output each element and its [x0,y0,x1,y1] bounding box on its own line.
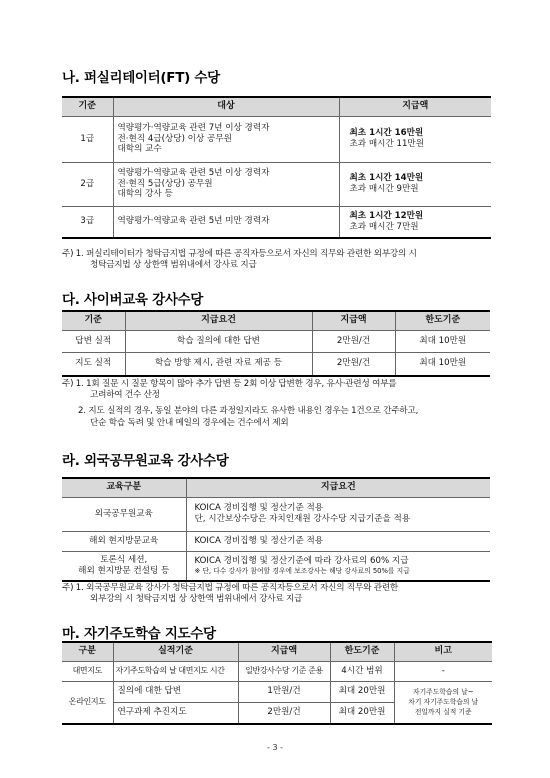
page-number: - 3 - [267,743,283,752]
header-cell: 지급액 [238,642,330,661]
pay-cell: 최초 1시간 16만원 초과 매시간 11만원 [339,116,491,162]
table-row: 외국공무원교육 KOICA 경비집행 및 정산기준 적용 단, 시간보상수당은 자치인재원 강사수당 지급기준을 적용 [62,497,490,531]
header-cell: 지급요건 [125,311,312,330]
header-cell: 비고 [394,642,492,661]
header-cell: 구분 [62,642,113,661]
self-learning-table [62,641,492,725]
table-row [62,162,491,206]
pay-cell: 최초 1시간 14만원 초과 매시간 9만원 [339,162,491,206]
section-heading-ft: 나. 퍼실리테이터(FT) 수당 [62,70,220,86]
header-cell: 지급액 [339,97,491,116]
target-cell: 역량평가·역량교육 관련 7년 이상 경력자 전·현직 4급(상당) 이상 공무원 대학의 교수 [113,116,339,162]
header-cell: 기준 [62,311,125,330]
header-cell: 교육구분 [62,478,186,497]
table-row [62,206,491,238]
header-cell: 한도기준 [395,311,490,330]
section-heading-self-learning: 마. 자기주도학습 지도수당 [62,626,216,642]
header-cell: 기준 [62,97,113,116]
table-row: 지도 실적 학습 방향 제시, 관련 자료 제공 등 2만원/건 최대 10만원 [62,352,490,376]
cyber-allowance-table [62,310,490,377]
foreign-allowance-table [62,477,490,582]
target-cell: 역량평가·역량교육 관련 5년 미만 경력자 [113,206,339,238]
ft-allowance-table [62,96,491,239]
foreign-footnote: 주) 1. 외국공무원교육 강사가 청탁금지법 규정에 따른 공직자등으로서 자신의 직무와 관련한 외부강의 시 청탁금지법 상 상한액 범위내에서 강사료 지급 [62,583,399,605]
table-row: 토론식 세션, 해외 현지방문 컨설팅 등 KOICA 경비집행 및 정산기준에 따라 강사료의 60% 지급 ※ 단, 다수 강사가 참여할 경우에 보조강사는 해당 강사료의 50%를 지급 [62,551,490,581]
table-row [62,116,491,162]
header-cell: 대상 [113,97,339,116]
ft-footnote: 주) 1. 퍼실리테이터가 청탁금지법 규정에 따른 공직자등으로서 자신의 직무와 관련한 외부강의 시 청탁금지법 상 상한액 범위내에서 강사료 지급 [62,249,417,271]
table-row: 대면지도 자기주도학습의 날 대면지도 시간 일반강사수당 기준 준용 4시간 범위 - [62,661,492,681]
table-row: 답변 실적 학습 질의에 대한 답변 2만원/건 최대 10만원 [62,330,490,352]
header-cell: 한도기준 [330,642,394,661]
cyber-footnote: 주) 1. 1회 질문 시 질문 항목이 많아 추가 답변 등 2회 이상 답변한 경우, 유사·관련성 여부를 고려하여 건수 산정 2. 지도 실적의 경우, 동일 분야의 다른 과정일지라도 유사한 내용인 경우는 1건으로 간주하고, 단순 학습 독려 및 안내 메일의 경우에는 건수에서 제외 [62,379,419,428]
table-row: 연구과제 추진지도 2만원/건 최대 20만원 [62,702,492,724]
table-row: 온라인지도 질의에 대한 답변 1만원/건 최대 20만원 자기주도학습의 날~ 차기 자기주도학습의 날 전일까지 실적 기준 [62,681,492,702]
header-cell: 실적기준 [113,642,238,661]
target-cell: 역량평가·역량교육 관련 5년 이상 경력자 전·현직 5급(상당) 공무원 대학의 강사 등 [113,162,339,206]
table-row: 해외 현지방문교육 KOICA 경비집행 및 정산기준 적용 [62,531,490,551]
section-heading-cyber: 다. 사이버교육 강사수당 [62,292,204,308]
header-cell: 지급요건 [186,478,490,497]
pay-cell: 최초 1시간 12만원 초과 매시간 7만원 [339,206,491,238]
grade-cell: 3급 [62,206,113,238]
grade-cell: 2급 [62,162,113,206]
section-heading-foreign: 라. 외국공무원교육 강사수당 [62,453,229,469]
grade-cell: 1급 [62,116,113,162]
header-cell: 지급액 [312,311,395,330]
